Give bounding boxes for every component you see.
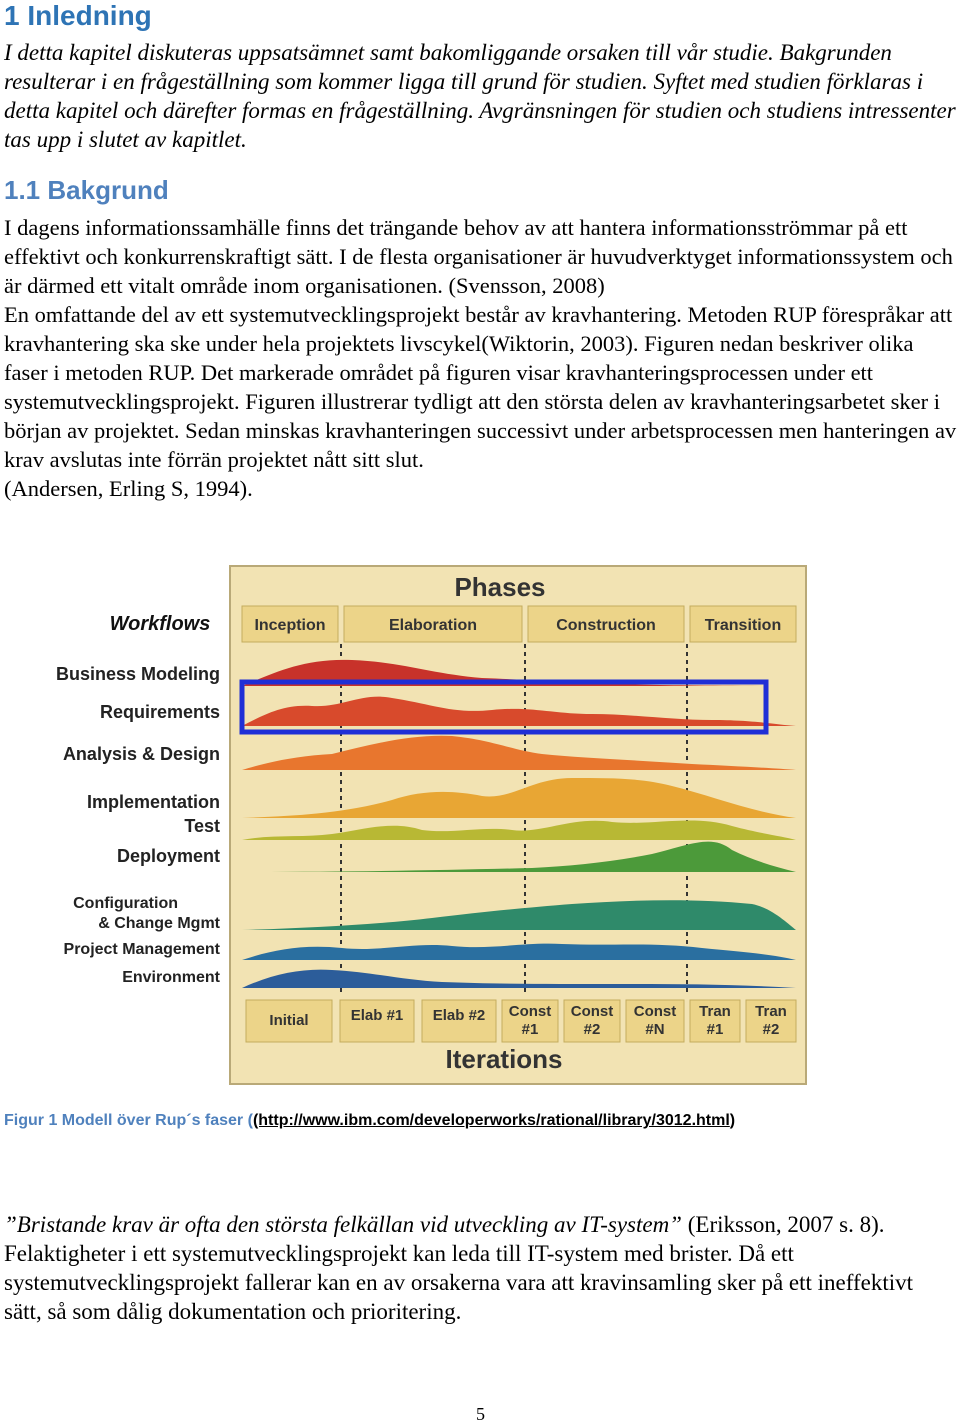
phases-title: Phases <box>454 572 546 602</box>
workflow-analysis-design: Analysis & Design <box>62 744 220 764</box>
chapter-intro: I detta kapitel diskuteras uppsatsämnet samt bakomliggande orsaken till vår studie. Bakgrunden resulterar i en frågeställning som kommer ligga till grund för studien. Syftet med studien förklaras i detta kapitel och därefter formas en frågeställning. Avgränsningen för studien och studiens intressenter tas upp i slutet av kapitlet. <box>4 40 956 152</box>
workflow-environment: Environment <box>122 969 220 986</box>
workflow-project-management: Project Management <box>63 941 220 958</box>
quote-line <box>4 1210 954 1239</box>
phase-boxes <box>242 606 796 642</box>
iteration-tran-1-l1: Tran <box>699 1003 731 1020</box>
rup-diagram <box>12 564 808 1086</box>
iteration-elab-1: Elab #1 <box>350 1007 404 1024</box>
iteration-const-n-l2: #N <box>645 1021 665 1038</box>
workflow-labels <box>56 664 221 986</box>
caption-link[interactable]: (http://www.ibm.com/developerworks/rational/library/3012.html <box>252 1112 730 1129</box>
caption-end: ) <box>729 1112 736 1129</box>
rup-figure <box>12 564 808 1086</box>
iteration-tran-1-l2: #1 <box>706 1021 724 1038</box>
phase-elaboration: Elaboration <box>388 617 478 634</box>
workflow-implementation: Implementation <box>86 792 220 812</box>
quote-citation: (Eriksson, 2007 s. 8). <box>681 1212 885 1237</box>
section-title: 1.1 Bakgrund <box>4 175 169 205</box>
phase-transition: Transition <box>704 617 782 634</box>
page-number: 5 <box>476 1404 485 1424</box>
paragraph-2: En omfattande del av ett systemutvecklingsprojekt består av kravhantering. Metoden RUP förespråkar att kravhantering ska ske under hela projektets livscykel(Wiktorin, 2003). Figuren nedan beskriver olika faser i metoden RUP. Det markerade området på figuren visar kravhanteringsprocessen under ett systemutvecklingsprojekt. Figuren illustrerar tydligt att den största delen av kravhanteringsarbetet sker i början av projektet. Sedan minskas kravhanteringen successivt under arbetsprocessen men hanteringen av krav avslutas inte förrän projektet nått sitt slut. <box>4 302 957 472</box>
workflow-change-mgmt: & Change Mgmt <box>98 915 220 932</box>
workflow-business-modeling: Business Modeling <box>55 664 220 684</box>
iteration-const-1-l1: Const <box>508 1003 552 1020</box>
iteration-const-2-l1: Const <box>570 1003 614 1020</box>
iteration-const-2-l2: #2 <box>583 1021 601 1038</box>
iterations-title: Iterations <box>445 1044 563 1074</box>
iteration-const-n-l1: Const <box>633 1003 677 1020</box>
iteration-const-1-l2: #1 <box>521 1021 539 1038</box>
quote-text: ”Bristande krav är ofta den största felkällan vid utveckling av IT-system” <box>4 1212 682 1237</box>
iteration-tran-2-l2: #2 <box>762 1021 780 1038</box>
workflows-title: Workflows <box>109 613 211 635</box>
quote-paragraph: Felaktigheter i ett systemutvecklingsprojekt kan leda till IT-system med brister. Då ett systemutvecklingsprojekt fallerar kan en av orsakerna vara att kravinsamling sker på ett ineffektivt sätt, så som dålig dokumentation och prioritering. <box>4 1241 914 1324</box>
phase-construction: Construction <box>556 617 656 634</box>
iteration-initial: Initial <box>269 1012 309 1029</box>
workflow-requirements: Requirements <box>99 702 220 722</box>
figure-caption <box>4 1112 735 1130</box>
workflow-deployment: Deployment <box>116 846 220 866</box>
caption-label: Figur 1 Modell över Rup´s faser ( <box>4 1112 253 1129</box>
chapter-title: 1 Inledning <box>4 0 152 31</box>
quote-section <box>4 1210 954 1326</box>
paragraph-1: I dagens informationssamhälle finns det trängande behov av att hantera informationsströmmar på ett effektivt och konkurrenskraftigt sätt. I de flesta organisationer är huvudverktyget informationssystem och är därmed ett vitalt område inom organisationen. (Svensson, 2008) <box>4 215 953 298</box>
section-body <box>4 213 959 503</box>
workflow-test: Test <box>184 816 220 836</box>
iteration-tran-2-l1: Tran <box>755 1003 787 1020</box>
iteration-elab-2: Elab #2 <box>432 1007 486 1024</box>
paragraph-3: (Andersen, Erling S, 1994). <box>4 476 253 501</box>
iteration-boxes <box>246 1000 796 1042</box>
workflow-configuration: Configuration <box>73 895 178 912</box>
phase-inception: Inception <box>254 617 326 634</box>
